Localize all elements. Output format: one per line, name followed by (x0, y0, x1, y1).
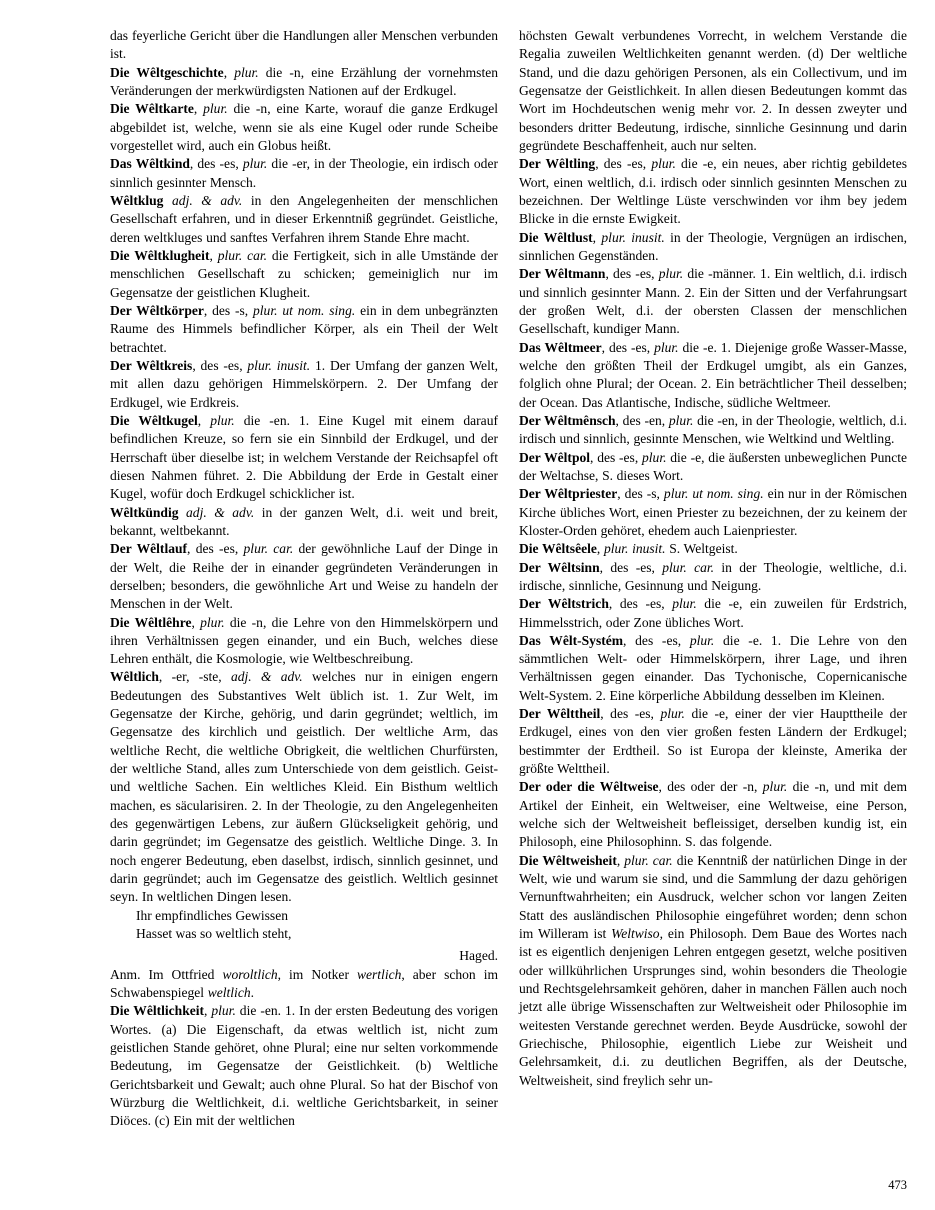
entry-grammar-label: plur. (672, 596, 697, 612)
entry-headword: Der Wêlttheil (519, 706, 601, 722)
dictionary-entry: Der Wêltsinn, des -es, plur. car. in der Theologie, weltliche, d.i. irdische, sinnliche, Gesinnung und Neigung. (519, 559, 907, 593)
entry-definition: die -n, eine Karte, worauf die ganze Erdkugel abgebildet ist, welche, wenn sie als eine Kugel oder runde Scheibe vorgestellet wird, auch ein Globus heißt. (110, 101, 498, 153)
entry-definition: 1. Der Umfang der ganzen Welt, mit allen dazu gehörigen Himmelskörpern. 2. Der Umfang der Erdkugel, wie Erdkreis. (110, 357, 498, 410)
entry-definition: die Kenntniß der natürlichen Dinge in der Welt, wie und warum sie sind, und die Sammlung der dazu gehörigen Vernunftwahrheiten; ein Ausdruck, welcher schon vor langen Zeiten Statt des ausländischen Philosophie eingeführet worden; denn schon im Willeram ist Weltwiso, ein Philosoph. Dem Baue des Wortes nach ist es eigentlich denjenigen Lehren entgegen gesetzt, welche positiven oder willkührlichen Ursprunges sind, wohin besonders die Theologie und Rechtsgelehrsamkeit gehören, daher in manchen Fällen auch noch jetzt alle übrige Wissenschaften zur Weltweisheit oder Philosophie im weitesten Verstande gerechnet werden. Beyde Ausdrücke, sowohl der Griechische, Philosophie, eigentlich Liebe zur Weisheit und Gelehrsamkeit, d.i. zu deutlichen Begriffen, als der Deutsche, Weltweisheit, sind freylich sehr un- (519, 852, 907, 1088)
dictionary-entry: Das Wêlt-Systém, des -es, plur. die -e. 1. Die Lehre von den sämmtlichen Welt- oder Himmelskörpern, ihrer Lage, und ihren Verhältnissen gegen einander. Das Tychonische, Copernicanische Welt-System. 2. Eine körperliche Abbildung desselben im Kleinen. (519, 632, 907, 703)
dictionary-entry (110, 192, 498, 247)
dictionary-entry: Der Wêltling, des -es, plur. die -e, ein neues, aber richtig gebildetes Wort, einen weltlich, d.i. irdisch oder sinnlich gesinnten Menschen zu bezeichnen. Der Weltlinge Lüste verschwinden vor ihm bey jedem Blicke in die ernste Ewigkeit. (519, 156, 907, 227)
entry-grammar-label: plur. (642, 449, 667, 465)
entry-headword: Wêltklug (110, 192, 164, 208)
dictionary-entry: Der Wêltpriester, des -s, plur. ut nom. sing. ein nur in der Römischen Kirche übliches Wort, einen Priester zu bezeichnen, der zu keinem der Kloster-Orden gehöret, ehedem auch Laienpriester. (519, 486, 908, 538)
entry-headword: Die Wêltlust (519, 229, 593, 245)
dictionary-entry: Der Wêltlauf, des -es, plur. car. der gewöhnliche Lauf der Dinge in der Welt, die Reihe der in einander gegründeten Veränderungen in derselben; besonders, die gewöhnliche Art und Weise zu handeln der Menschen in der Welt. (110, 541, 498, 612)
entry-grammar-label: adj. & adv. (230, 669, 303, 685)
entry-definition: in der Theologie, Vergnügen an irdischen, sinnlichen Gegenständen. (519, 229, 908, 263)
entry-definition: die -e. 1. Diejenige große Wasser-Masse, welche den größten Theil der Erdkugel umgibt, als ein Ganzes, folglich ohne Plural; der Ocean. 2. Ein beträchtlicher Theil desselben; der Ocean. Das Atlantische, Indische, südliche Weltmeer. (519, 339, 907, 410)
entry-headword: Der oder die Wêltweise (519, 779, 659, 795)
verse-line: Hasset was so weltlich steht, (136, 926, 292, 942)
dictionary-entry: Die Wêltlichkeit, plur. die -en. 1. In der ersten Bedeutung des vorigen Wortes. (a) Die Eigenschaft, da etwas weltlich ist, nicht zum geistlichen Stande gehöret, ohne Plural; eine nur selten vorkommende Bedeutung, im Gegensatze der Geistlichkeit. (b) Weltliche Gerichtsbarkeit und Gewalt; auch ohne Plural. So hat der Bischof von Würzburg die Weltlichkeit, d.i. weltliche Gerichtsbarkeit, in seiner Diöces. (c) Ein mit der weltlichen (110, 1003, 498, 1129)
dictionary-entry: Der Wêlttheil, des -es, plur. die -e, einer der vier Haupttheile der Erdkugel, eines von den vier großen festen Ländern der Erdkugel; bestimmter der Erdtheil. So ist Europa der kleinste, Amerika der größte Welttheil. (519, 706, 907, 777)
cited-form: wertlich (356, 966, 402, 982)
dictionary-entry: Der Wêltmênsch, des -en, plur. die -en, in der Theologie, weltlich, d.i. irdisch und sinnlich, gesinnte Menschen, wie Weltkind und Weltling. (519, 412, 907, 447)
entry-definition: in der ganzen Welt, d.i. weit und breit, bekannt, weltbekannt. (110, 504, 498, 538)
entry-definition: die -n, eine Erzählung der vornehmsten Veränderungen der merkwürdigsten Nationen auf der Erdkugel. (110, 64, 499, 98)
dictionary-entry: Die Wêltsêele, plur. inusit. S. Weltgeist. (519, 541, 738, 557)
entry-headword: Die Wêltkarte (110, 101, 194, 117)
entry-definition: die -e, ein neues, aber richtig gebildetes Wort, einen weltlich, d.i. irdisch oder sinnlich gesinnten Menschen zu bezeichnen. Der Weltlinge Lüste verschwinden vor ihm bey jedem Blicke in die ernste Ewigkeit. (519, 156, 907, 227)
paragraph-continuation: das feyerliche Gericht über die Handlungen aller Menschen verbunden ist. (110, 28, 498, 62)
entry-definition: ein in dem unbegränzten Raume des Himmels befindlicher Körper, als ein Theil der Welt betrachtet. (110, 302, 498, 355)
entry-headword: Die Wêltlichkeit (110, 1003, 205, 1019)
entry-headword: Wêltkündig (110, 504, 179, 520)
dictionary-entry: Wêltlich, -er, -ste, adj. & adv. welches nur in einigen engern Bedeutungen des Substantives Welt üblich ist. 1. Zur Welt, im Gegensatze der Kirche, gehörig, und darin gegründet; weltlich, im Gegensatze des kirchlich und geistlich. Der weltliche Arm, das weltliche Recht, die weltliche Obrigkeit, die weltlichen Churfürsten, der weltliche Stand, alles zum Unterschiede von dem geistlich. Geist- und weltliche Sachen. Ein weltliches Kleid. Ein Bisthum weltlich machen, es säcularisiren. 2. In der Theologie, zu den Angelegenheiten des gegenwärtigen Lebens, zur äußern Glückseligkeit gehörig, und darin gegründet; im Gegensatze des geistlich. Weltliche Dinge. 3. In noch engerer Bedeutung, eben daselbst, irdisch, sinnlich gesinnet, und darin gegründet; auch im Gegensatze des geistlich. Weltlich gesinnet seyn. In weltlichen Dingen lesen. (110, 669, 499, 905)
entry-definition: die -e, einer der vier Haupttheile der Erdkugel, eines von den vier großen festen Ländern der Erdkugel; bestimmter der Erdtheil. So ist Europa der kleinste, Amerika der größte Welttheil. (519, 706, 907, 777)
entry-headword: Der Wêltlauf (110, 541, 188, 557)
entry-grammar-label: plur. (210, 412, 235, 428)
dictionary-entry: Der Wêltkörper, des -s, plur. ut nom. sing. ein in dem unbegränzten Raume des Himmels befindlicher Körper, als ein Theil der Welt betrachtet. (110, 302, 498, 355)
left-text-column (110, 27, 498, 1162)
entry-headword: Die Wêltsêele (519, 541, 597, 557)
etymology-note: Anm. Im Ottfried woroltlich, im Notker wertlich, aber schon im Schwabenspiegel weltlich. (110, 966, 498, 1001)
entry-grammar-label: plur. ut nom. sing. (663, 486, 764, 502)
entry-headword: Der Wêltling (519, 156, 596, 172)
entry-headword: Die Wêltlêhre (110, 614, 192, 630)
entry-grammar-label: plur. ut nom. sing. (253, 302, 356, 318)
entry-grammar-label: plur. (658, 266, 684, 282)
entry-headword: Wêltlich (110, 669, 159, 685)
verse-line: Ihr empfindliches Gewissen (136, 907, 288, 923)
entry-definition: die -n, und mit dem Artikel der Einheit, ein Weltweiser, eine Weltweise, eine Person, welche sich der Weltweisheit befleissiget, derselben kundig ist, ein Philosoph, eine Philosophinn. S. das folgende. (519, 779, 907, 850)
dictionary-entry (110, 504, 498, 541)
page-number: 473 (888, 1178, 907, 1192)
entry-headword: Der Wêltstrich (519, 596, 609, 612)
entry-definition: in der Theologie, weltliche, d.i. irdische, sinnliche, Gesinnung und Neigung. (519, 559, 907, 593)
entry-grammar-label: plur. car. (662, 559, 715, 575)
dictionary-entry: Der Wêltkreis, des -es, plur. inusit. 1. Der Umfang der ganzen Welt, mit allen dazu gehörigen Himmelskörpern. 2. Der Umfang der Erdkugel, wie Erdkreis. (110, 357, 498, 410)
entry-headword: Die Wêltkugel (110, 412, 198, 428)
entry-grammar-label: plur. (203, 101, 228, 117)
entry-headword: Das Wêltmeer (519, 339, 602, 355)
dictionary-entry: Die Wêltlêhre, plur. die -n, die Lehre von den Himmelskörpern und ihren Verhältnissen gegen einander, und ein Buch, welches diese Lehren enthält, die Kosmologie, wie Weltbeschreibung. (110, 614, 498, 667)
dictionary-entry: Das Wêltmeer, des -es, plur. die -e. 1. Diejenige große Wasser-Masse, welche den größten Theil der Erdkugel umgibt, als ein Ganzes, folglich ohne Plural; der Ocean. 2. Ein beträchtlicher Theil desselben; der Ocean. Das Atlantische, Indische, südliche Weltmeer. (519, 339, 907, 410)
entry-headword: Der Wêltkreis (110, 357, 193, 373)
dictionary-entry: Die Wêltweisheit, plur. car. die Kenntniß der natürlichen Dinge in der Welt, wie und warum sie sind, und die Sammlung der dazu gehörigen Vernunftwahrheiten; ein Ausdruck, welcher schon vor langen Zeiten Statt des ausländischen Philosophie eingeführet worden; denn schon im Willeram ist Weltwiso, ein Philosoph. Dem Baue des Wortes nach ist es eigentlich denjenigen Lehren entgegen gesetzt, welche positiven oder willkührlichen Ursprunges sind, wohin besonders die Theologie und Rechtsgelehrsamkeit gehören, daher in manchen Fällen auch noch jetzt alle übrige Wissenschaften zur Weltweisheit oder Philosophie im weitesten Verstande gerechnet werden. Beyde Ausdrücke, sowohl der Griechische, Philosophie, eigentlich Liebe zur Weisheit und Gelehrsamkeit, d.i. zu deutlichen Begriffen, als der Deutsche, Weltweisheit, sind freylich sehr un- (519, 852, 907, 1088)
entry-grammar-label: plur. (242, 156, 268, 172)
entry-headword: Der Wêltmann (519, 266, 606, 282)
entry-definition: die -en. 1. Eine Kugel mit einem darauf befindlichen Kreuze, so fern sie ein Sinnbild der Erdkugel, und der Herrschaft über dieselbe ist; in welchem Verstande der Reichsapfel oft diesen Nahmen führet. 2. Die Abbildung der Erde in Gestalt einer Kugel, wofür doch Erdkugel schicklicher ist. (110, 412, 498, 502)
entry-definition: die -en, in der Theologie, weltlich, d.i. irdisch und sinnlich, gesinnte Menschen, wie Weltkind und Weltling. (519, 412, 907, 447)
cited-form: Weltwiso (611, 926, 660, 942)
entry-grammar-label: plur. inusit. (601, 229, 665, 245)
dictionary-entry: Die Wêltkugel, plur. die -en. 1. Eine Kugel mit einem darauf befindlichen Kreuze, so fern sie ein Sinnbild der Erdkugel, und der Herrschaft über dieselbe ist; in welchem Verstande der Reichsapfel oft diesen Nahmen führet. 2. Die Abbildung der Erde in Gestalt einer Kugel, wofür doch Erdkugel schicklicher ist. (110, 412, 498, 502)
verse-quotation (110, 907, 498, 944)
entry-grammar-label: plur. car. (243, 541, 294, 557)
entry-definition: die -er, in der Theologie, ein irdisch oder sinnlich gesinnter Mensch. (110, 156, 498, 190)
right-text-column (519, 27, 907, 1162)
entry-headword: Der Wêltpriester (519, 486, 618, 502)
entry-grammar-label: adj. & adv. (186, 504, 255, 520)
entry-definition: der gewöhnliche Lauf der Dinge in der Welt, die Reihe der in einander gegründeten Veränderungen in derselben; besonders, die gewöhnliche Art und Weise zu handeln der Menschen in der Welt. (110, 541, 498, 612)
entry-grammar-label: plur. (211, 1003, 236, 1019)
entry-grammar-label: plur. (651, 156, 676, 172)
entry-headword: Die Wêltklugheit (110, 247, 210, 263)
dictionary-entry: Die Wêltgeschichte, plur. die -n, eine Erzählung der vornehmsten Veränderungen der merkwürdigsten Nationen auf der Erdkugel. (110, 64, 499, 98)
entry-definition: in den Angelegenheiten der menschlichen Gesellschaft erfahren, und in dieser Erkenntniß gegründet. Geistliche, deren weltkluges und sanftes Verfahren ihrem Stande Ehre macht. (110, 192, 498, 245)
dictionary-entry: Der Wêltpol, des -es, plur. die -e, die äußersten unbeweglichen Puncte der Weltachse, S. dieses Wort. (519, 449, 907, 483)
entry-definition: die Fertigkeit, sich in alle Umstände der menschlichen Gesellschaft zu schicken; gemeiniglich nur im Gegensatze der geistlichen Klugheit. (110, 247, 498, 300)
dictionary-entry: Das Wêltkind, des -es, plur. die -er, in der Theologie, ein irdisch oder sinnlich gesinnter Mensch. (110, 156, 498, 190)
dictionary-entry: Die Wêltkarte, plur. die -n, eine Karte, worauf die ganze Erdkugel abgebildet ist, welche, wenn sie als eine Kugel oder runde Scheibe vorgestellet wird, auch ein Globus heißt. (110, 101, 498, 153)
entry-headword: Der Wêltmênsch (519, 412, 616, 428)
quotation-attribution: Haged. (459, 948, 498, 964)
entry-grammar-label: adj. & adv. (172, 192, 243, 208)
dictionary-entry: Der Wêltstrich, des -es, plur. die -e, ein zuweilen für Erdstrich, Himmelsstrich, oder Zone übliches Wort. (519, 596, 907, 630)
entry-grammar-label: plur. car. (624, 852, 673, 868)
dictionary-entry: Der oder die Wêltweise, des oder der -n, plur. die -n, und mit dem Artikel der Einheit, ein Weltweiser, eine Weltweise, eine Person, welche sich der Weltweisheit befleissiget, derselben kundig ist, ein Philosoph, eine Philosophinn. S. das folgende. (519, 779, 907, 850)
dictionary-entry: Der Wêltmann, des -es, plur. die -männer. 1. Ein weltlich, d.i. irdisch und sinnlich gesinnter Mann. 2. Ein der Sitten und der Verfahrungsart der großen Welt, d.i. der obersten Classen der menschlichen Gesellschaft, kundiger Mann. (519, 266, 907, 337)
entry-headword: Die Wêltgeschichte (110, 64, 224, 80)
entry-definition: S. Weltgeist. (665, 541, 738, 557)
entry-headword: Der Wêltsinn (519, 559, 600, 575)
entry-grammar-label: plur. (668, 412, 694, 428)
dictionary-entry: Die Wêltlust, plur. inusit. in der Theologie, Vergnügen an irdischen, sinnlichen Gegenständen. (519, 229, 908, 263)
entry-grammar-label: plur. (660, 706, 685, 722)
entry-definition: die -e, ein zuweilen für Erdstrich, Himmelsstrich, oder Zone übliches Wort. (519, 596, 907, 630)
paragraph-continuation: höchsten Gewalt verbundenes Vorrecht, in welchem Verstande die Regalia zuweilen Weltlichkeiten genannt werden. (d) Der weltliche Stand, und die dazu gehörigen Personen, als ein Collectivum, und im Gegensatze der Geistlichkeit. In allen diesen Bedeutungen kommt das Wort im Hochdeutschen wenig mehr vor. 2. In dessen zweyter und besonders dritter Bedeutung, irdische, sinnliche Gesinnung und darin gegründete Beschaffenheit, auch nur selten. (519, 28, 907, 153)
entry-headword: Das Wêltkind (110, 156, 190, 172)
entry-grammar-label: plur. inusit. (247, 357, 311, 373)
two-column-text-body (110, 27, 907, 1162)
entry-definition: ein nur in der Römischen Kirche übliches Wort, einen Priester zu bezeichnen, der zu keinem der Kloster-Orden gehöret, ehedem auch Laienpriester. (519, 486, 908, 538)
entry-definition: die -männer. 1. Ein weltlich, d.i. irdisch und sinnlich gesinnter Mann. 2. Ein der Sitten und der Verfahrungsart der großen Welt, d.i. der obersten Classen der menschlichen Gesellschaft, kundiger Mann. (519, 266, 907, 337)
entry-headword: Der Wêltkörper (110, 302, 204, 318)
entry-grammar-label: plur. (654, 339, 679, 355)
cited-form: weltlich (207, 985, 251, 1001)
entry-grammar-label: plur. car. (217, 247, 268, 263)
entry-grammar-label: plur. (200, 614, 225, 630)
entry-definition: die -n, die Lehre von den Himmelskörpern und ihren Verhältnissen gegen einander, und ein Buch, welches diese Lehren enthält, die Kosmologie, wie Weltbeschreibung. (110, 614, 498, 667)
entry-definition: die -e, die äußersten unbeweglichen Puncte der Weltachse, S. dieses Wort. (519, 449, 907, 483)
entry-headword: Das Wêlt-Systém (519, 632, 624, 648)
entry-grammar-label: plur. inusit. (603, 541, 666, 557)
cited-form: woroltlich (222, 966, 278, 982)
entry-definition: die -en. 1. In der ersten Bedeutung des vorigen Wortes. (a) Die Eigenschaft, da etwas weltlich ist, nicht zum geistlichen Stande gehöret, ohne Plural; eine nur selten vorkommende Bedeutung, im Gegensatze der Geistlichkeit. (b) Weltliche Gerichtsbarkeit und Gewalt; auch ohne Plural. So hat der Bischof von Würzburg die Weltlichkeit, d.i. weltliche Gerichtsbarkeit, in seiner Diöces. (c) Ein mit der weltlichen (110, 1003, 498, 1129)
entry-grammar-label: plur. (762, 779, 788, 795)
entry-headword: Die Wêltweisheit (519, 852, 617, 868)
entry-headword: Der Wêltpol (519, 449, 591, 465)
entry-definition: die -e. 1. Die Lehre von den sämmtlichen Welt- oder Himmelskörpern, ihrer Lage, und ihren Verhältnissen gegen einander. Das Tychonische, Copernicanische Welt-System. 2. Eine körperliche Abbildung desselben im Kleinen. (519, 632, 907, 703)
entry-grammar-label: plur. (234, 64, 259, 80)
dictionary-entry: Die Wêltklugheit, plur. car. die Fertigkeit, sich in alle Umstände der menschlichen Gesellschaft zu schicken; gemeiniglich nur im Gegensatze der geistlichen Klugheit. (110, 247, 498, 300)
entry-definition: welches nur in einigen engern Bedeutungen des Substantives Welt üblich ist. 1. Zur Welt, im Gegensatze der Kirche, gehörig, und darin gegründet; weltlich, im Gegensatze des kirchlich und geistlich. Der weltliche Arm, das weltliche Recht, die weltliche Obrigkeit, die weltlichen Churfürsten, der weltliche Stand, alles zum Unterschiede von dem geistlich. Geist- und weltliche Sachen. Ein weltliches Kleid. Ein Bisthum weltlich machen, es säcularisiren. 2. In der Theologie, zu den Angelegenheiten des gegenwärtigen Lebens, zur äußern Glückseligkeit gehörig, und darin gegründet; im Gegensatze des geistlich. Weltliche Dinge. 3. In noch engerer Bedeutung, eben daselbst, irdisch, sinnlich gesinnet, und darin gegründet; auch im Gegensatze des geistlich. Weltlich gesinnet seyn. In weltlichen Dingen lesen. (110, 669, 499, 905)
entry-grammar-label: plur. (689, 632, 715, 648)
